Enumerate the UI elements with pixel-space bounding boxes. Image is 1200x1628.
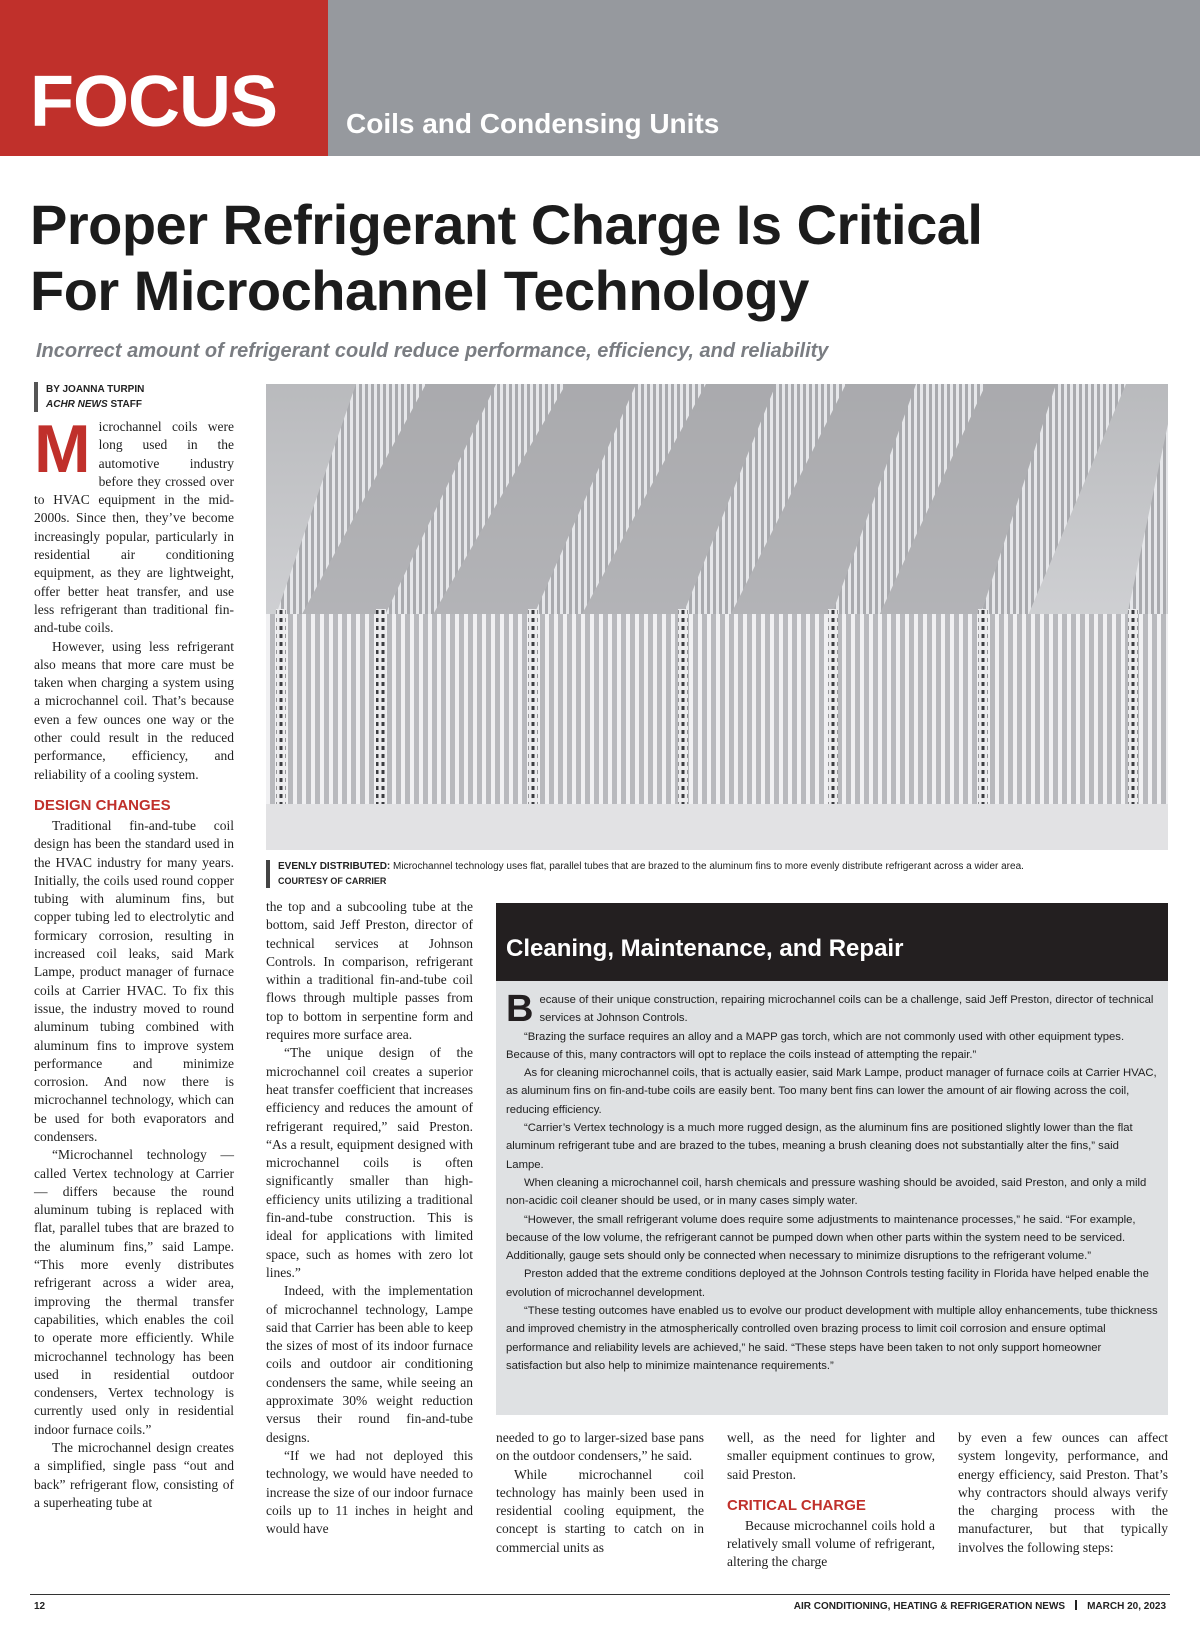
sidebar-drop-cap: B [506,988,534,1030]
footer-publication: AIR CONDITIONING, HEATING & REFRIGERATION NEWS [793,1601,1066,1612]
article-column-3 [496,1429,704,1557]
byline-role: STAFF [107,399,142,410]
footer-date: MARCH 20, 2023 [1087,1601,1166,1612]
article-paragraph: by even a few ounces can affect system longevity, performance, and energy efficiency, said Preston. That’s why contractors should always verify the charging process with the manufacturer, but that typically involves the following steps: [958,1430,1168,1555]
fin-block [836,614,986,814]
drop-cap: M [34,411,91,487]
sidebar-paragraph: When cleaning a microchannel coil, harsh chemicals and pressure washing should be avoided, said Preston, and only a mild non-acidic coil cleaner should be used, or in many cases simply water. [506,1176,1147,1208]
article-paragraph: “The unique design of the microchannel coil creates a superior heat transfer coefficient that increases efficiency and reduces the amount of refrigerant required,” said Preston. “As a result, equipment designed with microchannel coils is often significantly smaller than high-efficiency units utilizing a traditional fin-and-tube construction. This is ideal for applications with limited space, such as homes with zero lot lines.” [266,1045,473,1280]
footer-publication-info [794,1600,1166,1614]
sidebar-title: Cleaning, Maintenance, and Repair [506,935,904,962]
article-paragraph: “Microchannel technology — called Vertex technology at Carrier — differs because the round aluminum tubing is replaced with flat, parallel tubes that are brazed to the aluminum fins,” said Lampe. “This more evenly distributes refrigerant across a wider area, improving the thermal transfer capabilities, which enables the coil to operate more efficiently. While microchannel technology has been used in residential outdoor condensers, Vertex technology is currently used only in residential indoor furnace coils.” [34,1147,234,1437]
caption-lead: EVENLY DISTRIBUTED: [278,861,391,872]
fin-block [536,614,686,819]
article-paragraph: However, using less refrigerant also means that more care must be taken when charging a system using a microchannel coil. That’s because even a few ounces one way or the other could result in the reduced performance, efficiency, and reliability of a cooling system. [34,638,234,782]
sidebar-paragraph: “These testing outcomes have enabled us to evolve our product development with multiple alloy enhancements, tube thickness and improved chemistry in the atmospherically controlled oven brazing process to limit coil corrosion and ensure optimal performance and reliability levels are achieved,” he said. “These steps have been taken to not only support homeowner satisfaction but also help to minimize maintenance requirements.” [506,1305,1158,1372]
footer-separator [1075,1600,1077,1610]
microchannel-coil-illustration [266,384,1168,850]
article-column-5 [958,1429,1168,1557]
article-column-4 [727,1429,935,1572]
sidebar-paragraph: “Carrier’s Vertex technology is a much more rugged design, as the aluminum fins are positioned slightly lower than the flat aluminum refrigerant tube and are brazed to the tubes, meaning a brush cleaning does not substantially alter the fins,” said Lampe. [506,1122,1133,1171]
microchannel-tube [678,609,688,819]
byline [34,382,144,412]
byline-publication: ACHR NEWS [46,399,108,410]
article-paragraph: Indeed, with the implementation of microchannel technology, Lampe said that Carrier has been able to keep the sizes of most of its indoor furnace coils and outdoor air conditioning condensers the same, while seeing an approximate 30% weight reduction versus their round fin-and-tube designs. [266,1283,473,1445]
subhead-design-changes: DESIGN CHANGES [34,796,171,814]
article-paragraph: needed to go to larger-sized base pans on the outdoor condensers,” he said. [496,1430,704,1464]
microchannel-tube [528,609,538,819]
caption-text [278,860,1176,874]
article-paragraph: Microchannel coils were long used in the automotive industry before they crossed over to HVAC equipment in the mid-2000s. Since then, they’ve become increasingly popular, particularly in residential air conditioning equipment, as they are lightweight, offer better heat transfer, and use less refrigerant than traditional fin-and-tube coils. [34,411,234,636]
article-deck: Incorrect amount of refrigerant could reduce performance, efficiency, and reliability [36,340,829,362]
photo-caption [266,860,1176,888]
fin-block [386,614,536,814]
sidebar-paragraph: As for cleaning microchannel coils, that is actually easier, said Mark Lampe, product manager of furnace coils at Carrier HVAC, as aluminum fins on fin-and-tube coils are easily bent. Too many bent fins can lower the amount of air flowing across the coil, reducing efficiency. [506,1067,1157,1116]
article-column-2 [266,898,473,1538]
headline-line-1: Proper Refrigerant Charge Is Critical [30,193,983,256]
byline-author: BY JOANNA TURPIN [46,384,145,395]
photo-credit: COURTESY OF CARRIER [278,876,387,886]
article-headline [30,192,1190,324]
sidebar-paragraph: “Brazing the surface requires an alloy and a MAPP gas torch, which are not commonly used with other equipment types. Because of this, many contractors will opt to replace the coils instead of attempting the repair.” [506,1030,1125,1061]
sidebar-paragraph: Because of their unique construction, repairing microchannel coils can be a challenge, said Jeff Preston, director of technical services at Johnson Controls. [506,988,1154,1030]
article-paragraph: “If we had not deployed this technology, we would have needed to increase the size of our indoor furnace coils up to 11 inches in height and would have [266,1447,473,1537]
fin-block [986,614,1168,809]
headline-line-2: For Microchannel Technology [30,259,809,322]
caption-body: Microchannel technology uses flat, parallel tubes that are brazed to the aluminum fins to more evenly distribute refrigerant across a wider area. [390,861,1024,872]
section-title: Coils and Condensing Units [346,108,720,139]
article-paragraph: well, as the need for lighter and smaller equipment continues to grow, said Preston. [727,1430,935,1482]
article-paragraph: While microchannel coil technology has mainly been used in residential cooling equipment, the concept is starting to catch on in commercial units as [496,1466,704,1555]
article-column-1 [34,411,234,1512]
microchannel-tube [376,609,386,814]
sidebar-body [496,981,1168,1415]
microchannel-tube [828,609,838,819]
sidebar-paragraph: “However, the small refrigerant volume does require some adjustments to maintenance processes,” he said. “For example, because of the low volume, the refrigerant cannot be pumped down when other parts within the system need to be serviced. Additionally, gauge sets should only be connected when necessary to minimize disruptions to the refrigerant volume.” [506,1213,1136,1263]
page-number: 12 [34,1601,46,1612]
microchannel-tube [978,609,988,814]
footer-rule [30,1594,1170,1595]
sidebar-paragraph: Preston added that the extreme conditions deployed at the Johnson Controls testing facility in Florida have helped enable the evolution of microchannel development. [506,1268,1149,1299]
microchannel-tube [276,609,286,809]
article-paragraph: Traditional fin-and-tube coil design has been the standard used in the HVAC industry for many years. Initially, the coils used round copper tubing with aluminum fins, but copper tubing led to electrolytic and formicary corrosion, resulting in increased coil leaks, said Mark Lampe, product manager of furnace coils at Carrier HVAC. To fix this issue, the industry moved to round aluminum tubing combined with aluminum fins to improve system performance and minimize corrosion. And now there is microchannel technology, which can be used for both evaporators and condensers. [34,817,234,1144]
fin-block [686,614,836,819]
coil-photo [266,384,1168,850]
article-paragraph: Because microchannel coils hold a relatively small volume of refrigerant, altering the charge [727,1517,935,1570]
byline-affiliation [46,397,144,412]
subhead-critical-charge: CRITICAL CHARGE [727,1496,866,1514]
article-paragraph: the top and a subcooling tube at the bottom, said Jeff Preston, director of technical services at Johnson Controls. In comparison, refrigerant within a traditional fin-and-tube coil flows through multiple passes from top to bottom in serpentine form and requires more surface area. [266,899,473,1043]
article-paragraph: The microchannel design creates a simplified, single pass “out and back” refrigerant flow, consisting of a superheating tube at [34,1440,234,1510]
focus-label: FOCUS [30,62,277,142]
microchannel-tube [1128,609,1138,809]
